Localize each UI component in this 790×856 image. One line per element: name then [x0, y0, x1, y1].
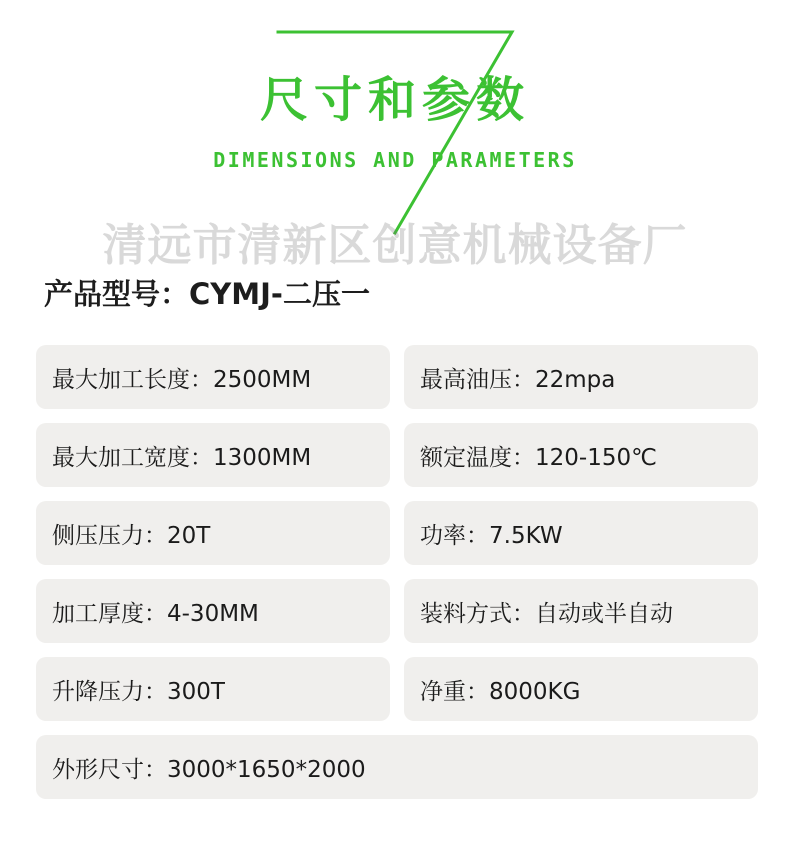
spec-row — [36, 579, 758, 643]
spec-cell-net-weight: 净重：8000KG — [404, 657, 758, 721]
spec-row — [36, 735, 758, 799]
header-section — [0, 0, 790, 250]
spec-row — [36, 657, 758, 721]
spec-row — [36, 501, 758, 565]
spec-cell-lift-pressure: 升降压力：300T — [36, 657, 390, 721]
bracket-frame-icon — [270, 28, 520, 243]
spec-cell-rated-temperature: 额定温度：120-150℃ — [404, 423, 758, 487]
spec-cell-overall-dimensions: 外形尺寸：3000*1650*2000 — [36, 735, 758, 799]
spec-cell-max-oil-pressure: 最高油压：22mpa — [404, 345, 758, 409]
spec-cell-thickness: 加工厚度：4-30MM — [36, 579, 390, 643]
spec-row — [36, 345, 758, 409]
spec-cell-loading-mode: 装料方式：自动或半自动 — [404, 579, 758, 643]
page-title: 尺寸和参数 — [259, 72, 530, 128]
spec-cell-max-length: 最大加工长度：2500MM — [36, 345, 390, 409]
spec-cell-max-width: 最大加工宽度：1300MM — [36, 423, 390, 487]
spec-row — [36, 423, 758, 487]
page-subtitle: DIMENSIONS AND PARAMETERS — [213, 148, 577, 172]
spec-cell-power: 功率：7.5KW — [404, 501, 758, 565]
watermark-text: 清远市清新区创意机械设备厂 — [102, 220, 688, 271]
product-model-line: 产品型号：CYMJ-二压一 — [44, 277, 370, 311]
spec-grid — [36, 345, 758, 813]
spec-cell-side-pressure: 侧压压力：20T — [36, 501, 390, 565]
